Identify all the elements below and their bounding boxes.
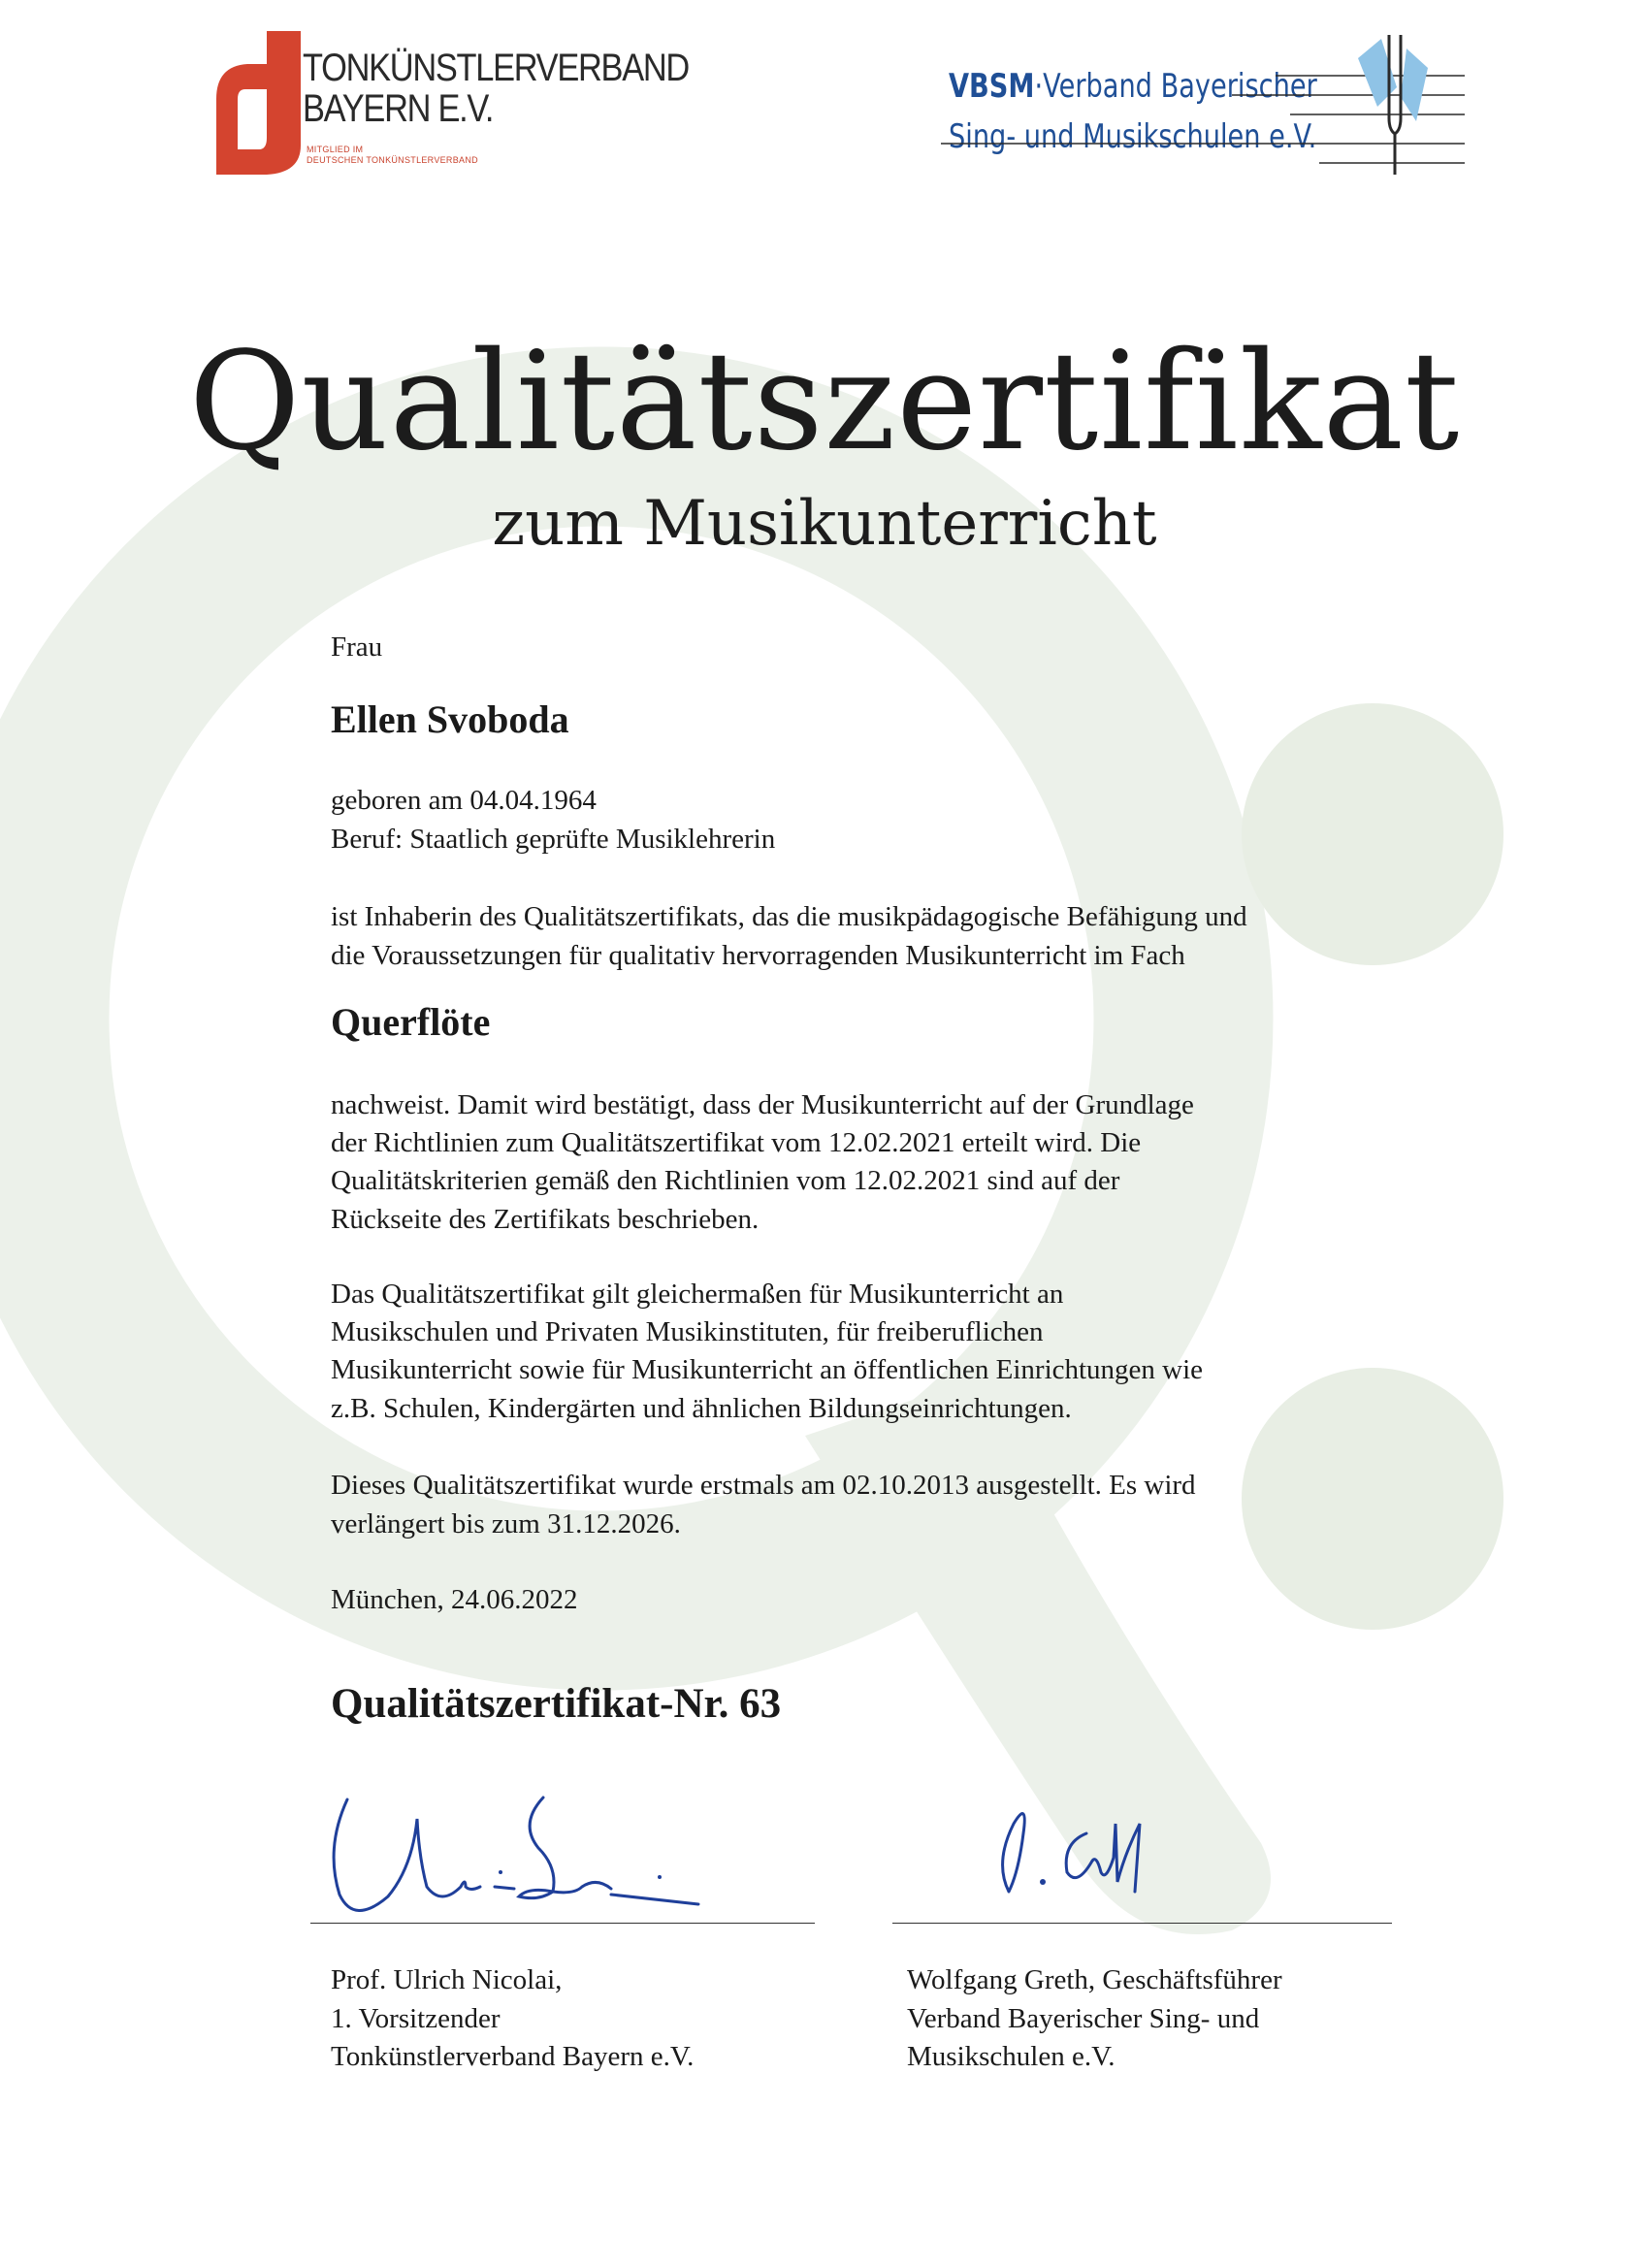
- tkv-tagline-line2: DEUTSCHEN TONKÜNSTLERVERBAND: [307, 155, 478, 165]
- signature-greth: [970, 1785, 1193, 1921]
- watermark-colon-top: [1242, 703, 1504, 965]
- subject: Querflöte: [331, 1000, 491, 1044]
- vbsm-name-line2: Sing- und Musikschulen e.V.: [949, 117, 1317, 156]
- validity-line-4: z.B. Schulen, Kindergärten und ähnlichen Bildungseinrichtungen.: [331, 1393, 1072, 1424]
- signatory-left-name: Prof. Ulrich Nicolai,: [331, 1964, 563, 1995]
- validity-line-1: Das Qualitätszertifikat gilt gleichermaßen für Musikunterricht an: [331, 1279, 1064, 1310]
- confirmation-line-2: der Richtlinien zum Qualitätszertifikat vom 12.02.2021 erteilt wird. Die: [331, 1127, 1142, 1158]
- profession-line: Beruf: Staatlich geprüfte Musiklehrerin: [331, 824, 776, 855]
- issue-line-2: verlängert bis zum 31.12.2026.: [331, 1508, 681, 1539]
- tuning-fork-icon: [1348, 29, 1436, 175]
- vbsm-abbr: VBSM: [949, 67, 1035, 106]
- signature-line-left: [310, 1923, 815, 1924]
- signatory-right-organization: Musikschulen e.V.: [907, 2041, 1116, 2072]
- salutation: Frau: [331, 632, 383, 663]
- tkv-tagline-line1: MITGLIED IM: [307, 145, 364, 154]
- holder-name: Ellen Svoboda: [331, 697, 569, 741]
- signatory-left-role: 1. Vorsitzender: [331, 2003, 501, 2034]
- validity-line-2: Musikschulen und Privaten Musikinstituten, für freiberuflichen: [331, 1316, 1044, 1347]
- signatory-right-name: Wolfgang Greth, Geschäftsführer: [907, 1964, 1282, 1995]
- tkv-name-line2: BAYERN E.V.: [303, 87, 494, 130]
- validity-line-3: Musikunterricht sowie für Musikunterricht an öffentlichen Einrichtungen wie: [331, 1354, 1204, 1385]
- tkv-logo: [209, 29, 635, 175]
- signatory-right-role: Verband Bayerischer Sing- und: [907, 2003, 1260, 2034]
- certificate-subtitle: zum Musikunterricht: [492, 488, 1157, 560]
- signature-line-right: [892, 1923, 1392, 1924]
- confirmation-line-1: nachweist. Damit wird bestätigt, dass der Musikunterricht auf der Grundlage: [331, 1089, 1194, 1120]
- certificate-title: Qualitätszertifikat: [188, 323, 1461, 481]
- place-date: München, 24.06.2022: [331, 1584, 578, 1615]
- signatory-left-organization: Tonkünstlerverband Bayern e.V.: [331, 2041, 695, 2072]
- certificate-number: Qualitätszertifikat-Nr. 63: [331, 1681, 782, 1727]
- vbsm-logo: [941, 29, 1465, 179]
- tkv-name-line1: TONKÜNSTLERVERBAND: [303, 47, 689, 89]
- intro-line-2: die Voraussetzungen für qualitativ hervorragenden Musikunterricht im Fach: [331, 940, 1185, 971]
- confirmation-line-3: Qualitätskriterien gemäß den Richtlinien vom 12.02.2021 sind auf der: [331, 1165, 1120, 1196]
- confirmation-line-4: Rückseite des Zertifikats beschrieben.: [331, 1204, 760, 1235]
- birth-line: geboren am 04.04.1964: [331, 785, 597, 816]
- vbsm-name-rest: ·Verband Bayerischer: [1034, 67, 1317, 106]
- watermark-q-ring: [19, 437, 1183, 1601]
- intro-line-1: ist Inhaberin des Qualitätszertifikats, das die musikpädagogische Befähigung und: [331, 901, 1247, 932]
- tkv-emblem-icon: [209, 29, 306, 175]
- watermark-colon-bottom: [1242, 1368, 1504, 1630]
- signature-nicolai: [320, 1780, 728, 1935]
- issue-line-1: Dieses Qualitätszertifikat wurde erstmals am 02.10.2013 ausgestellt. Es wird: [331, 1470, 1196, 1501]
